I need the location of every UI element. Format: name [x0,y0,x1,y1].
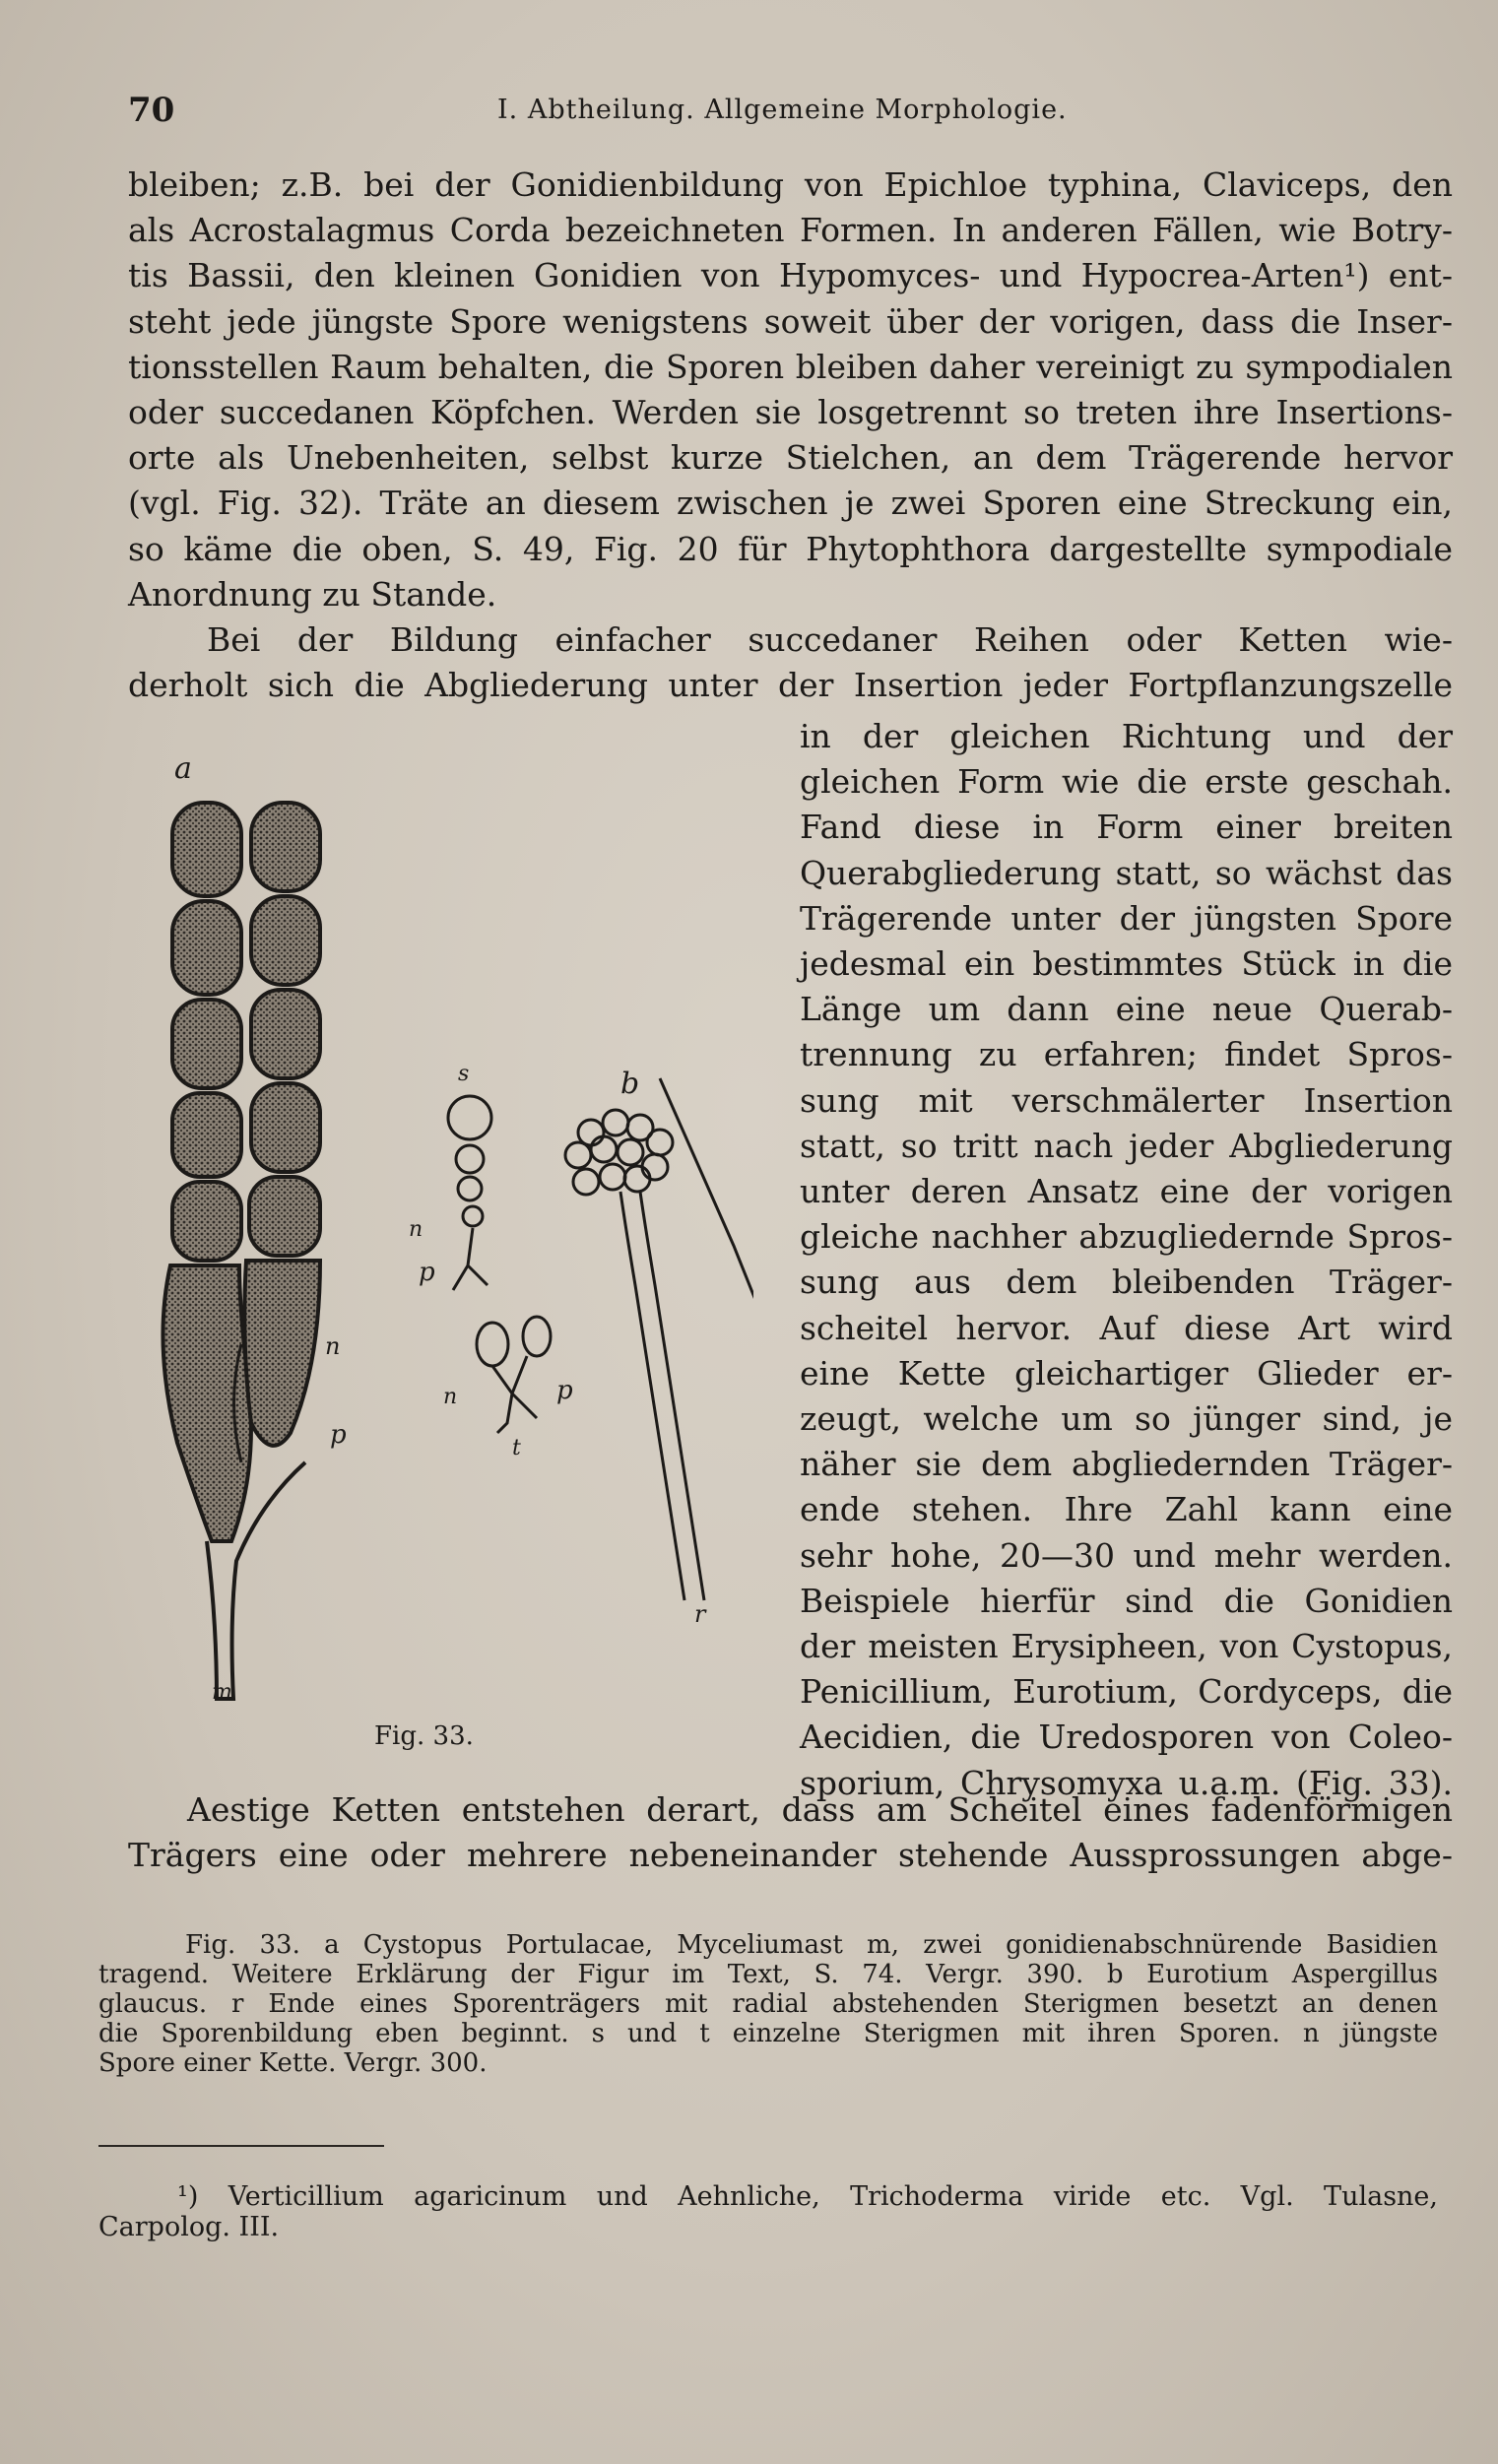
body-line: bleiben; z.B. bei der Gonidienbildung von Epichloe typhina, Claviceps, den [128,165,1453,204]
body-line: ende stehen. Ihre Zahl kann eine [800,1490,1453,1529]
body-line: Trägers eine oder mehrere nebeneinander stehende Aussprossungen abge- [128,1836,1453,1875]
body-line: Bei der Bildung einfacher succedaner Reihen oder Ketten wie- [207,620,1453,660]
body-line: unter deren Ansatz eine der vorigen [800,1172,1453,1211]
body-line: tionsstellen Raum behalten, die Sporen bleiben daher vereinigt zu sympodialen [128,347,1453,386]
caption-line: die Sporenbildung eben beginnt. s und t einzelne Sterigmen mit ihren Sporen. n jüngste [98,2019,1438,2048]
caption-line: Spore einer Kette. Vergr. 300. [98,2048,488,2078]
page-number: 70 [128,91,175,130]
body-line: orte als Unebenheiten, selbst kurze Stielchen, an dem Trägerende hervor [128,438,1453,478]
body-line: Aecidien, die Uredosporen von Coleo- [800,1718,1453,1757]
body-line: Trägerende unter der jüngsten Spore [800,898,1453,938]
body-text-top [128,162,1453,708]
figure-33 [123,753,753,1738]
body-line: so käme die oben, S. 49, Fig. 20 für Phytophthora dargestellte sympodiale [128,529,1453,568]
body-line: Penicillium, Eurotium, Cordyceps, die [800,1672,1453,1712]
body-line: tis Bassii, den kleinen Gonidien von Hypomyces- und Hypocrea-Arten¹) ent- [128,256,1453,295]
footnote-divider [98,2145,384,2147]
label-p: p [419,1258,435,1287]
footnote-line: ¹) Verticillium agaricinum und Aehnliche, Trichoderma viride etc. Vgl. Tulasne, [177,2181,1438,2212]
page-header [128,91,1448,130]
body-line: zeugt, welche um so jünger sind, je [800,1399,1453,1439]
footnote-line: Carpolog. III. [98,2212,280,2242]
body-line: Aestige Ketten entstehen derart, dass am Scheitel eines fadenförmigen [187,1790,1453,1829]
eurotium-head-b [565,1078,753,1600]
figure-caption [98,1930,1438,2078]
body-line: sehr hohe, 20—30 und mehr werden. [800,1535,1453,1575]
caption-line: glaucus. r Ende eines Sporenträgers mit radial abstehenden Sterigmen besetzt an denen [98,1989,1438,2019]
body-line: steht jede jüngste Spore wenigstens soweit über der vorigen, dass die Inser- [128,301,1453,341]
label-n: n [409,1217,423,1242]
label-a: a [174,753,192,786]
figure-label: Fig. 33. [374,1721,474,1751]
body-line: eine Kette gleichartiger Glieder er- [800,1353,1453,1393]
body-line: trennung zu erfahren; findet Spros- [800,1035,1453,1074]
body-line: Anordnung zu Stande. [128,574,497,614]
label-r: r [694,1600,706,1628]
label-n2: n [443,1385,458,1409]
body-line: der meisten Erysipheen, von Cystopus, [800,1627,1453,1666]
body-line: oder succedanen Köpfchen. Werden sie losgetrennt so treten ihre Insertions- [128,393,1453,432]
body-line: sporium, Chrysomyxa u.a.m. (Fig. 33). [800,1763,1453,1802]
sterigma-t [477,1317,551,1433]
body-line: in der gleichen Richtung und der [800,717,1453,755]
body-line: sung mit verschmälerter Insertion [800,1080,1453,1120]
footnote [98,2181,1438,2242]
label-s: s [458,1062,470,1086]
label-p2: p [556,1376,573,1405]
label-n-left: n [325,1332,341,1360]
label-m: m [212,1680,232,1705]
body-line: Fand diese in Form einer breiten [800,808,1453,847]
caption-line: Fig. 33. a Cystopus Portulacae, Myceliumast m, zwei gonidienabschnürende Basidien [185,1930,1438,1960]
body-line: scheitel hervor. Auf diese Art wird [800,1308,1453,1347]
body-line: als Acrostalagmus Corda bezeichneten Formen. In anderen Fällen, wie Botry- [128,211,1453,250]
sterigma-s [448,1096,491,1290]
figure-33-illustration [123,753,753,1738]
body-line: gleiche nachher abzugliedernde Spros- [800,1217,1453,1257]
body-text-bottom [128,1787,1453,1878]
label-p-left: p [330,1420,347,1450]
running-title: I. Abtheilung. Allgemeine Morphologie. [497,95,1068,125]
body-line: derholt sich die Abgliederung unter der Insertion jeder Fortpflanzungszelle [128,666,1453,705]
body-text-side [800,714,1453,1806]
body-line: statt, so tritt nach jeder Abgliederung [800,1126,1453,1165]
body-line: Länge um dann eine neue Querab- [800,990,1453,1029]
spore-chain-a [163,803,320,1699]
caption-line: tragend. Weitere Erklärung der Figur im Text, S. 74. Vergr. 390. b Eurotium Aspergillus [98,1960,1438,1989]
body-line: Querabgliederung statt, so wächst das [800,853,1453,892]
body-line: gleichen Form wie die erste geschah. [800,762,1453,802]
label-b: b [620,1067,640,1101]
label-t: t [512,1436,521,1460]
body-line: jedesmal ein bestimmtes Stück in die [800,944,1453,984]
body-line: sung aus dem bleibenden Träger- [800,1263,1453,1302]
body-line: näher sie dem abgliedernden Träger- [800,1445,1453,1484]
body-line: (vgl. Fig. 32). Träte an diesem zwischen je zwei Sporen eine Streckung ein, [128,484,1453,523]
body-line: Beispiele hierfür sind die Gonidien [800,1581,1453,1620]
